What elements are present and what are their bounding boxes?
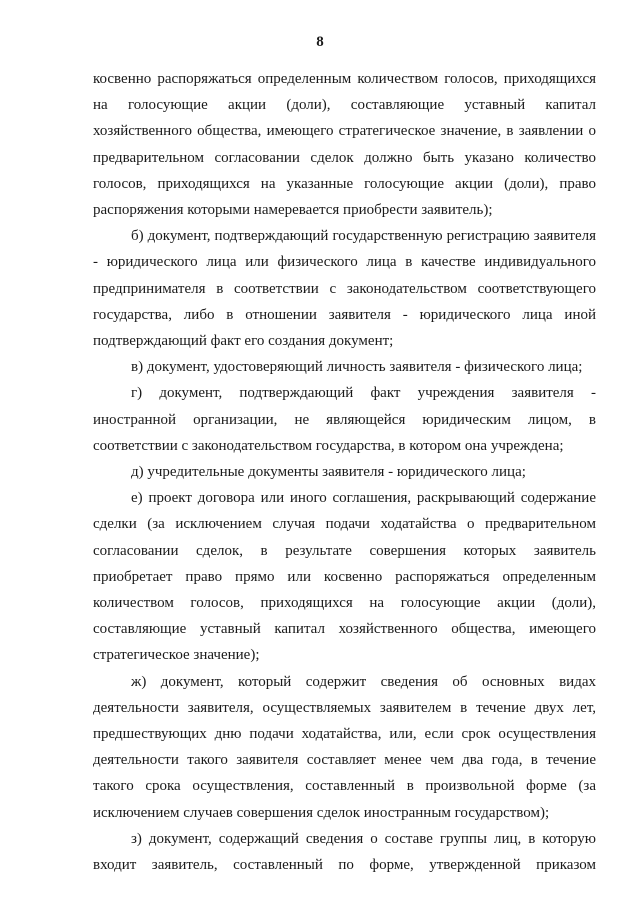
page-number: 8	[316, 34, 324, 50]
paragraph-v: в) документ, удостоверяющий личность заявителя - физического лица;	[131, 359, 583, 376]
paragraph-d: д) учредительные документы заявителя - юридического лица;	[131, 464, 526, 481]
paragraph-zh: ж) документ, который содержит сведения об основных видах деятельности заявителя, осуществляемых заявителем в течение двух лет, предшествующих дню подачи ходатайства, или, если срок осуществления деятельности такого заявителя составляет менее чем два года, в течение такого срока осуществления, составленный в произвольной форме (за исключением случаев совершения сделок иностранным государством);	[93, 673, 596, 821]
paragraph-b: б) документ, подтверждающий государственную регистрацию заявителя - юридического лица или физического лица в качестве индивидуального предпринимателя в соответствии с законодательством соответствующего государства, либо в отношении заявителя - юридического лица иной подтверждающий факт его создания документ;	[93, 228, 596, 350]
paragraph-g: г) документ, подтверждающий факт учреждения заявителя - иностранной организации, не являющейся юридическим лицом, в соответствии с законодательством государства, в котором она учреждена;	[93, 385, 596, 454]
paragraph-z: з) документ, содержащий сведения о составе группы лиц, в которую входит заявитель, составленный по форме, утвержденной приказом	[93, 830, 596, 874]
paragraph-continuation: косвенно распоряжаться определенным количеством голосов, приходящихся на голосующие акции (доли), составляющие уставный капитал хозяйственного общества, имеющего стратегическое значение, в заявлении о предварительном согласовании сделок должно быть указано количество голосов, приходящихся на указанные голосующие акции (доли), право распоряжения которыми намеревается приобрести заявитель);	[93, 71, 596, 219]
document-body	[93, 66, 596, 878]
paragraph-e: е) проект договора или иного соглашения, раскрывающий содержание сделки (за исключением случая подачи ходатайства о предварительном согласовании сделок, в результате совершения которых заявитель приобретает право прямо или косвенно распоряжаться определенным количеством голосов, приходящихся на голосующие акции (доли), составляющие уставный капитал хозяйственного общества, имеющего стратегическое значение);	[93, 490, 596, 664]
